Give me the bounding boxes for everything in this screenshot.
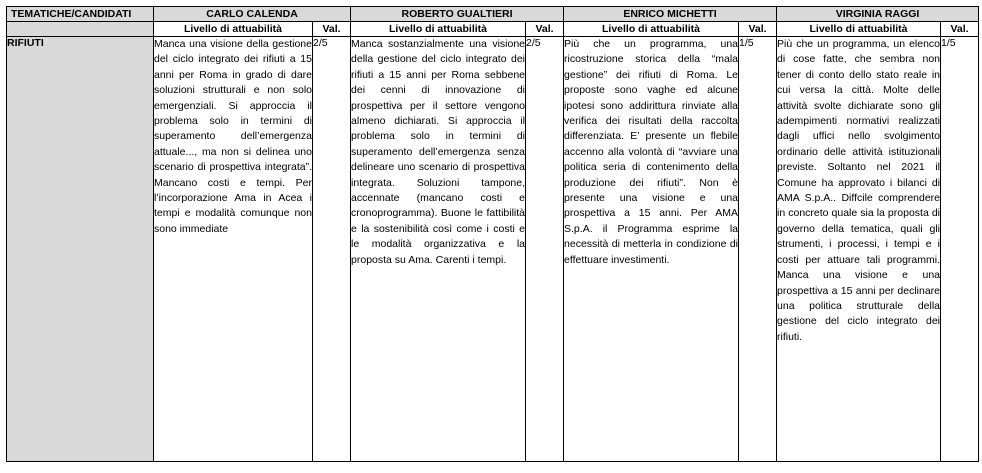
candidate-header-raggi: VIRGINIA RAGGI	[777, 7, 979, 22]
score-michetti: 1/5	[739, 37, 777, 462]
candidate-header-calenda: CARLO CALENDA	[154, 7, 351, 22]
score-calenda: 2/5	[313, 37, 351, 462]
assessment-text-raggi: Più che un programma, un elenco di cose fatte, che sembra non tener di conto dello stato reale in cui versa la città. Molte delle attività svolte dichiarate sono gli adempimenti normativi realizzati dagli uffici nello svolgimento ordinario delle attività istituzionali previste. Soltanto nel 2021 il Comune ha approvato i bilanci di AMA S.p.A.. Diffcile comprendere in concreto quale sia la proposta di governo della tematica, quali gli strumenti, i processi, i tempi e i costi per attuare tali programmi. Manca una visione e una prospettiva a 15 anni per declinare una politica strutturale della gestione del ciclo integrato dei rifiuti.	[777, 37, 941, 462]
subheader-row	[7, 22, 979, 37]
subheader-level: Livello di attuabilità	[777, 22, 941, 37]
candidates-header-row	[7, 7, 979, 22]
evaluation-table	[6, 6, 979, 462]
subheader-val: Val.	[526, 22, 564, 37]
topics-header: TEMATICHE/CANDIDATI	[7, 7, 154, 22]
subheader-val: Val.	[739, 22, 777, 37]
candidate-header-gualtieri: ROBERTO GUALTIERI	[351, 7, 564, 22]
score-gualtieri: 2/5	[526, 37, 564, 462]
candidate-header-michetti: ENRICO MICHETTI	[564, 7, 777, 22]
assessment-text-michetti: Più che un programma, una ricostruzione storica della “mala gestione” dei rifiuti di Roma. Le proposte sono vaghe ed alcune ipotesi sono addirittura rinviate alla verifica dei risultati della raccolta differenziata. E’ presente un flebile accenno alla volontà di “avviare una politica seria di contenimento della produzione dei rifiuti”. Non è presente una visione e una prospettiva a 15 anni. Per AMA S.p.A. il Programma esprime la necessità di metterla in condizione di effettuare investimenti.	[564, 37, 739, 462]
subheader-level: Livello di attuabilità	[154, 22, 313, 37]
score-raggi: 1/5	[941, 37, 979, 462]
subheader-level: Livello di attuabilità	[351, 22, 526, 37]
subheader-val: Val.	[941, 22, 979, 37]
topics-subheader-blank	[7, 22, 154, 37]
assessment-text-calenda: Manca una visione della gestione del ciclo integrato dei rifiuti a 15 anni per Roma in grado di dare soluzioni strutturali e non solo emergenziali. Si approccia il problema solo in termini di superamento dell’emergenza attuale..., ma non si delinea uno scenario di prospettiva integrata”. Mancano costi e tempi. Per l’incorporazione Ama in Acea i tempi e modalità comunque non sono immediate	[154, 37, 313, 462]
subheader-level: Livello di attuabilità	[564, 22, 739, 37]
table-row	[7, 37, 979, 462]
assessment-text-gualtieri: Manca sostanzialmente una visione della gestione del ciclo integrato dei rifiuti a 15 anni per Roma sebbene dei cenni di innovazione di prospettiva per il settore vengono almeno dichiarati. Si approccia il problema solo in termini di superamento dell’emergenza senza delineare uno scenario di prospettiva integrata. Soluzioni tampone, accennate (mancano costi e cronoprogramma). Buone le fattibilità e la sostenibilità così come i costi e le modalità organizzativa e la proposta su Ama. Carenti i tempi.	[351, 37, 526, 462]
subheader-val: Val.	[313, 22, 351, 37]
topic-label: RIFIUTI	[7, 37, 154, 462]
